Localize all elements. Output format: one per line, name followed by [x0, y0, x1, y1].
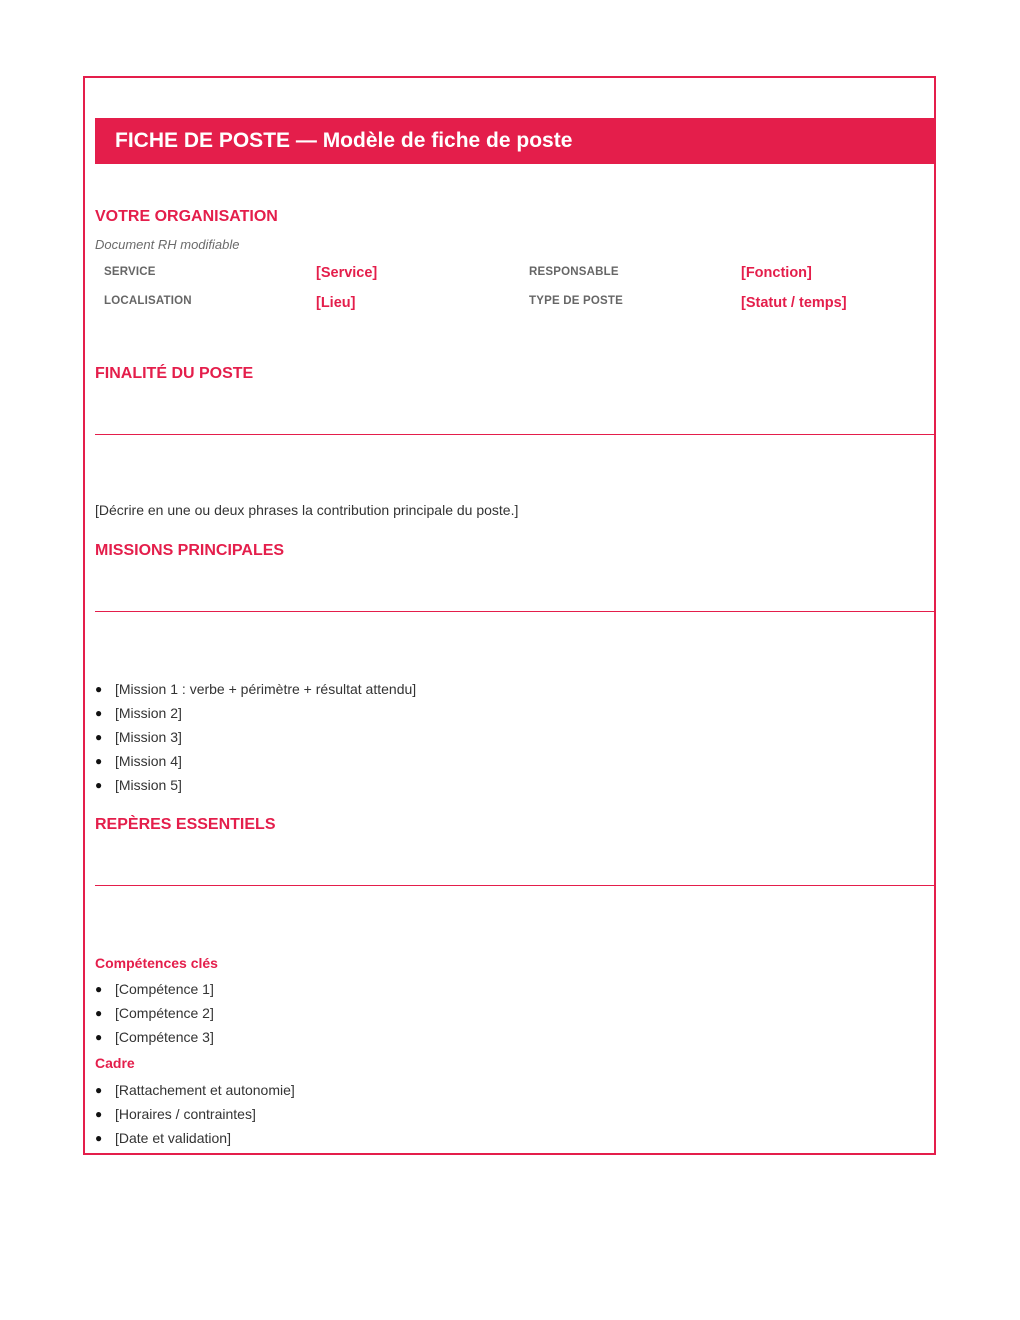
localisation-value: [Lieu]: [316, 295, 356, 311]
page-title: FICHE DE POSTE — Modèle de fiche de poste: [95, 118, 934, 164]
type-label: TYPE DE POSTE: [529, 295, 623, 307]
list-item: ● [Mission 3]: [85, 725, 416, 749]
bullet-icon: ●: [95, 778, 103, 792]
list-item: ● [Rattachement et autonomie]: [85, 1078, 295, 1102]
organisation-heading: VOTRE ORGANISATION: [95, 208, 278, 225]
section-divider: [95, 611, 934, 612]
organisation-note: Document RH modifiable: [95, 237, 240, 252]
list-item: ● [Compétence 3]: [85, 1025, 214, 1049]
competences-heading: Compétences clés: [95, 955, 218, 971]
bullet-icon: ●: [95, 1006, 103, 1020]
missions-heading: MISSIONS PRINCIPALES: [95, 542, 285, 559]
bullet-icon: ●: [95, 730, 103, 744]
service-label: SERVICE: [104, 266, 156, 278]
list-item: ● [Mission 5]: [85, 773, 416, 797]
bullet-icon: ●: [95, 1107, 103, 1121]
cadre-heading: Cadre: [95, 1055, 135, 1071]
list-item: ● [Horaires / contraintes]: [85, 1102, 295, 1126]
bullet-icon: ●: [95, 1083, 103, 1097]
finalite-text: [Décrire en une ou deux phrases la contribution principale du poste.]: [95, 502, 519, 518]
cadre-list: [85, 1078, 295, 1150]
type-value: [Statut / temps]: [741, 295, 847, 311]
localisation-label: LOCALISATION: [104, 295, 192, 307]
list-item: ● [Compétence 1]: [85, 977, 214, 1001]
list-item: ● [Mission 1 : verbe + périmètre + résultat attendu]: [85, 677, 416, 701]
section-divider: [95, 434, 934, 435]
responsable-label: RESPONSABLE: [529, 266, 619, 278]
responsable-value: [Fonction]: [741, 265, 812, 281]
section-divider: [95, 885, 934, 886]
competences-list: [85, 977, 214, 1049]
bullet-icon: ●: [95, 982, 103, 996]
bullet-icon: ●: [95, 754, 103, 768]
bullet-icon: ●: [95, 682, 103, 696]
missions-list: [85, 677, 416, 797]
list-item: ● [Date et validation]: [85, 1126, 295, 1150]
document-frame: [83, 76, 936, 1155]
bullet-icon: ●: [95, 706, 103, 720]
list-item: ● [Compétence 2]: [85, 1001, 214, 1025]
service-value: [Service]: [316, 265, 378, 281]
bullet-icon: ●: [95, 1131, 103, 1145]
list-item: ● [Mission 4]: [85, 749, 416, 773]
bullet-icon: ●: [95, 1030, 103, 1044]
finalite-heading: FINALITÉ DU POSTE: [95, 365, 254, 382]
list-item: ● [Mission 2]: [85, 701, 416, 725]
reperes-heading: REPÈRES ESSENTIELS: [95, 816, 276, 833]
